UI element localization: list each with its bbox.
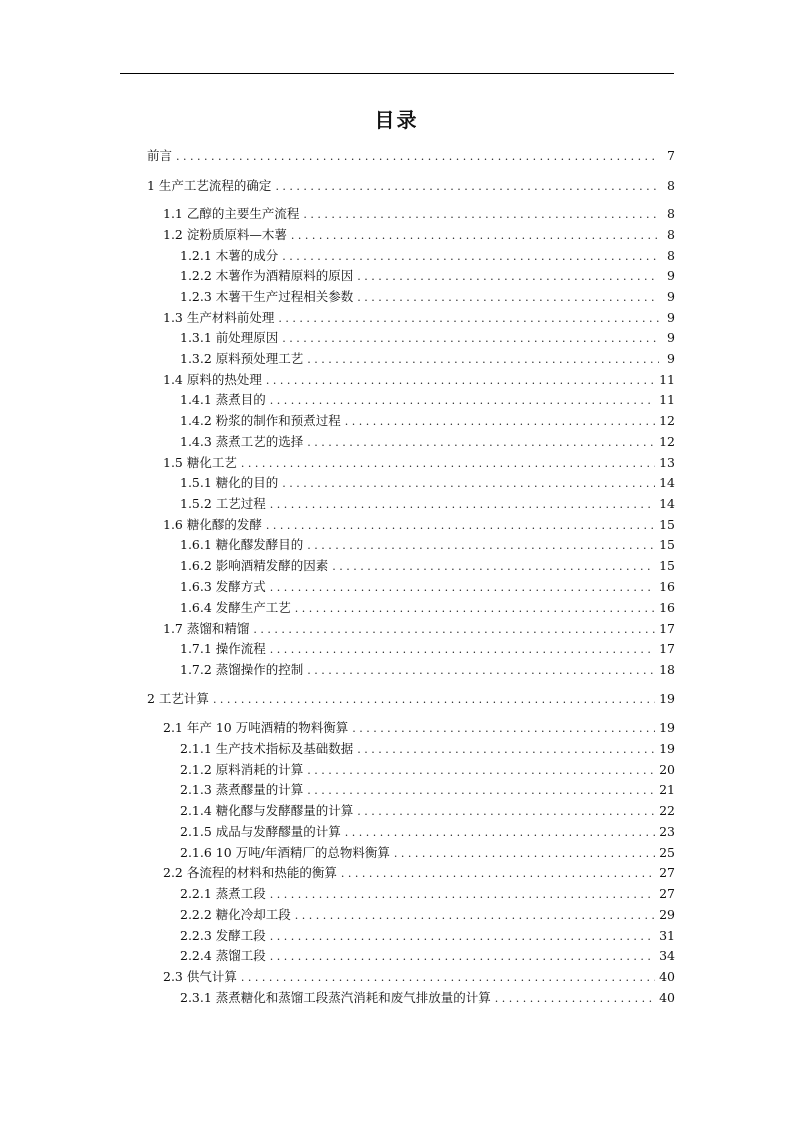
dot-leader: [241, 454, 655, 474]
toc-entry-label: 2.1.5 成品与发酵醪量的计算: [180, 824, 341, 839]
toc-entry[interactable]: [180, 660, 675, 680]
toc-entry-label: 2.2 各流程的材料和热能的衡算: [163, 865, 337, 880]
dot-leader: [270, 640, 655, 660]
toc-entry-label: 1.6.3 发酵方式: [180, 579, 266, 594]
toc-entry-label: 2.3.1 蒸煮糖化和蒸馏工段蒸汽消耗和废气排放量的计算: [180, 990, 491, 1005]
dot-leader: [345, 412, 655, 432]
toc-entry-page: 40: [659, 969, 675, 984]
toc-entry-page: 19: [659, 691, 675, 706]
dot-leader: [357, 802, 655, 822]
toc-entry-label: 1.3 生产材料前处理: [163, 310, 275, 325]
toc-entry-label: 1.4.2 粉浆的制作和预煮过程: [180, 413, 341, 428]
dot-leader: [307, 350, 659, 370]
toc-entry[interactable]: [180, 349, 675, 369]
toc-entry-page: 19: [659, 741, 675, 756]
toc-entry-page: 23: [659, 824, 675, 839]
toc-entry-page: 18: [659, 662, 675, 677]
toc-entry[interactable]: [163, 370, 675, 390]
toc-entry-label: 1.5 糖化工艺: [163, 455, 237, 470]
toc-entry[interactable]: [163, 718, 675, 738]
toc-entry-label: 1.6.1 糖化醪发酵目的: [180, 537, 304, 552]
dot-leader: [303, 205, 659, 225]
dot-leader: [357, 288, 659, 308]
toc-entry-page: 31: [659, 928, 675, 943]
toc-entry[interactable]: [180, 780, 675, 800]
dot-leader: [345, 823, 655, 843]
toc-entry-page: 8: [667, 227, 675, 242]
toc-entry[interactable]: [180, 988, 675, 1008]
toc-entry-label: 2.1.2 原料消耗的计算: [180, 762, 304, 777]
toc-entry-label: 1.1 乙醇的主要生产流程: [163, 206, 300, 221]
header-rule: [120, 73, 674, 74]
toc-entry-page: 7: [667, 148, 675, 163]
toc-entry-label: 1.2.2 木薯作为酒精原料的原因: [180, 268, 354, 283]
toc-entry[interactable]: [147, 176, 675, 196]
toc-entry-page: 15: [659, 558, 675, 573]
toc-entry-label: 1.2.1 木薯的成分: [180, 248, 279, 263]
toc-entry-label: 1.7 蒸馏和精馏: [163, 621, 250, 636]
toc-entry[interactable]: [180, 390, 675, 410]
toc-entry-label: 1.4 原料的热处理: [163, 372, 262, 387]
dot-leader: [282, 329, 659, 349]
toc-entry-label: 1.2.3 木薯干生产过程相关参数: [180, 289, 354, 304]
toc-entry-label: 1.6 糖化醪的发酵: [163, 517, 262, 532]
toc-entry[interactable]: [180, 577, 675, 597]
toc-entry-page: 40: [659, 990, 675, 1005]
toc-entry-page: 8: [667, 178, 675, 193]
toc-entry-page: 9: [667, 268, 675, 283]
toc-entry[interactable]: [163, 515, 675, 535]
toc-entry[interactable]: [180, 926, 675, 946]
dot-leader: [176, 147, 659, 167]
toc-entry[interactable]: [180, 639, 675, 659]
dot-leader: [307, 536, 655, 556]
dot-leader: [275, 177, 659, 197]
toc-entry-page: 15: [659, 537, 675, 552]
toc-entry[interactable]: [180, 760, 675, 780]
toc-entry-page: 9: [667, 351, 675, 366]
toc-entry-label: 前言: [147, 148, 173, 163]
toc-entry[interactable]: [180, 843, 675, 863]
dot-leader: [352, 719, 655, 739]
toc-entry-page: 8: [667, 248, 675, 263]
dot-leader: [266, 516, 655, 536]
dot-leader: [253, 620, 655, 640]
dot-leader: [270, 927, 655, 947]
toc-entry[interactable]: [180, 432, 675, 452]
dot-leader: [295, 906, 655, 926]
dot-leader: [332, 557, 655, 577]
dot-leader: [266, 371, 655, 391]
toc-entry[interactable]: [180, 905, 675, 925]
toc-entry[interactable]: [163, 619, 675, 639]
toc-entry-page: 11: [659, 372, 675, 387]
dot-leader: [270, 495, 655, 515]
toc-entry-label: 1.4.3 蒸煮工艺的选择: [180, 434, 304, 449]
toc-entry-page: 15: [659, 517, 675, 532]
toc-entry-page: 9: [667, 310, 675, 325]
toc-entry-label: 2.1.4 糖化醪与发酵醪量的计算: [180, 803, 354, 818]
dot-leader: [291, 226, 659, 246]
dot-leader: [307, 661, 655, 681]
dot-leader: [213, 690, 655, 710]
toc-entry-page: 29: [659, 907, 675, 922]
toc-entry-page: 27: [659, 865, 675, 880]
dot-leader: [282, 247, 659, 267]
toc-entry-page: 13: [659, 455, 675, 470]
dot-leader: [278, 309, 659, 329]
toc-entry[interactable]: [180, 884, 675, 904]
toc-entry-label: 1.6.4 发酵生产工艺: [180, 600, 291, 615]
toc-entry-page: 9: [667, 330, 675, 345]
toc-entry[interactable]: [180, 473, 675, 493]
toc-entry[interactable]: [180, 535, 675, 555]
toc-entry-label: 2.2.4 蒸馏工段: [180, 948, 266, 963]
toc-entry-label: 2.1.6 10 万吨/年酒精厂的总物料衡算: [180, 845, 390, 860]
toc-entry-label: 2.1 年产 10 万吨酒精的物料衡算: [163, 720, 349, 735]
dot-leader: [241, 968, 655, 988]
dot-leader: [270, 885, 655, 905]
toc-entry-page: 14: [659, 496, 675, 511]
toc-entry-page: 20: [659, 762, 675, 777]
toc-entry-label: 2 工艺计算: [147, 691, 209, 706]
toc-entry[interactable]: [163, 863, 675, 883]
toc-entry-page: 25: [659, 845, 675, 860]
toc-entry-page: 17: [659, 641, 675, 656]
toc-entry[interactable]: [180, 246, 675, 266]
toc-entry-page: 19: [659, 720, 675, 735]
toc-entry[interactable]: [180, 822, 675, 842]
dot-leader: [341, 864, 655, 884]
toc-entry[interactable]: [147, 146, 675, 166]
dot-leader: [270, 947, 655, 967]
toc-entry[interactable]: [180, 287, 675, 307]
dot-leader: [270, 578, 655, 598]
toc-entry[interactable]: [180, 266, 675, 286]
dot-leader: [495, 989, 655, 1009]
dot-leader: [307, 761, 655, 781]
toc-entry-label: 1.7.2 蒸馏操作的控制: [180, 662, 304, 677]
dot-leader: [357, 740, 655, 760]
toc-entry-page: 34: [659, 948, 675, 963]
toc-entry[interactable]: [180, 598, 675, 618]
dot-leader: [295, 599, 655, 619]
toc-entry-label: 2.1.3 蒸煮醪量的计算: [180, 782, 304, 797]
toc-entry-page: 9: [667, 289, 675, 304]
dot-leader: [307, 781, 655, 801]
toc-entry[interactable]: [180, 411, 675, 431]
toc-entry-page: 11: [659, 392, 675, 407]
dot-leader: [357, 267, 659, 287]
toc-entry-label: 2.2.3 发酵工段: [180, 928, 266, 943]
toc-entry-label: 1.7.1 操作流程: [180, 641, 266, 656]
toc-entry[interactable]: [180, 328, 675, 348]
toc-entry-page: 22: [659, 803, 675, 818]
toc-entry-page: 27: [659, 886, 675, 901]
toc-entry-label: 2.3 供气计算: [163, 969, 237, 984]
toc-entry-label: 1.5.1 糖化的目的: [180, 475, 279, 490]
toc-entry-label: 1.3.1 前处理原因: [180, 330, 279, 345]
toc-entry-label: 1.3.2 原料预处理工艺: [180, 351, 304, 366]
toc-entry-page: 8: [667, 206, 675, 221]
toc-entry-label: 1.5.2 工艺过程: [180, 496, 266, 511]
toc-entry[interactable]: [180, 739, 675, 759]
toc-entry-page: 17: [659, 621, 675, 636]
toc-entry-page: 16: [659, 579, 675, 594]
toc-entry[interactable]: [163, 453, 675, 473]
toc-entry-page: 12: [659, 413, 675, 428]
toc-entry-label: 2.2.2 糖化冷却工段: [180, 907, 291, 922]
toc-entry-label: 1.2 淀粉质原料—木薯: [163, 227, 287, 242]
toc-entry[interactable]: [180, 801, 675, 821]
toc-entry-label: 1.6.2 影响酒精发酵的因素: [180, 558, 329, 573]
toc-entry-label: 2.1.1 生产技术指标及基础数据: [180, 741, 354, 756]
toc-entry[interactable]: [180, 494, 675, 514]
toc-entry-label: 2.2.1 蒸煮工段: [180, 886, 266, 901]
toc-entry[interactable]: [147, 689, 675, 709]
toc-entry-label: 1 生产工艺流程的确定: [147, 178, 272, 193]
dot-leader: [270, 391, 655, 411]
dot-leader: [307, 433, 655, 453]
toc-entry-page: 14: [659, 475, 675, 490]
toc-entry[interactable]: [180, 946, 675, 966]
toc-entry[interactable]: [163, 225, 675, 245]
toc-entry[interactable]: [180, 556, 675, 576]
toc-entry[interactable]: [163, 308, 675, 328]
toc-entry[interactable]: [163, 204, 675, 224]
dot-leader: [282, 474, 655, 494]
toc-entry-page: 21: [659, 782, 675, 797]
toc-entry-label: 1.4.1 蒸煮目的: [180, 392, 266, 407]
toc-entry-page: 16: [659, 600, 675, 615]
toc-entry-page: 12: [659, 434, 675, 449]
page-title: 目录: [374, 108, 419, 132]
dot-leader: [394, 844, 655, 864]
toc-entry[interactable]: [163, 967, 675, 987]
